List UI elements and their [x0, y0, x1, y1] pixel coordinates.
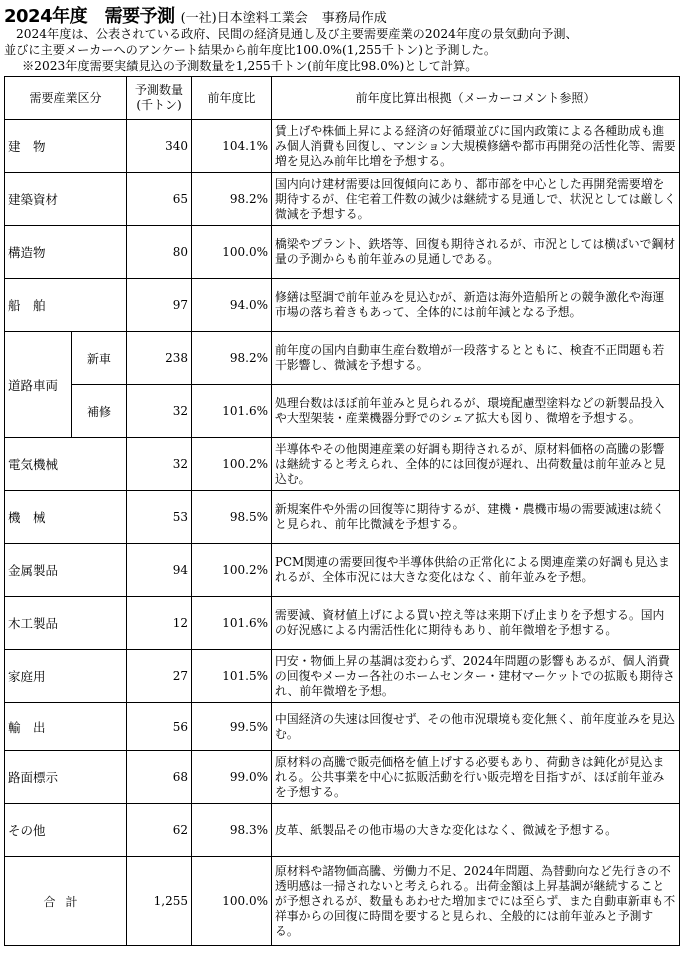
document-title: 2024年度 需要予測 — [4, 6, 175, 27]
row-quantity: 340 — [127, 120, 192, 173]
intro-text — [4, 26, 679, 74]
header-category: 需要産業区分 — [5, 77, 127, 120]
table-row — [5, 226, 680, 279]
row-quantity: 80 — [127, 226, 192, 279]
row-ratio: 100.0% — [192, 226, 272, 279]
row-category: 電気機械 — [5, 438, 127, 491]
row-category: 構造物 — [5, 226, 127, 279]
row-category-vehicle: 道路車両 — [5, 332, 72, 438]
table-row-total — [5, 857, 680, 946]
row-ratio: 94.0% — [192, 279, 272, 332]
intro-line-2: 並びに主要メーカーへのアンケート結果から前年度比100.0%(1,255千トン)と予測した。 — [4, 43, 497, 57]
header-basis: 前年度比算出根拠（メーカーコメント参照） — [272, 77, 680, 120]
row-quantity: 32 — [127, 385, 192, 438]
row-comment: 賃上げや株価上昇による経済の好循環並びに国内政策による各種助成も進み個人消費も回復し、マンション大規模修繕や都市再開発の活性化等、需要増を見込み前年比増を予想する。 — [272, 120, 680, 173]
row-quantity: 53 — [127, 491, 192, 544]
row-category: 輸 出 — [5, 703, 127, 751]
row-category: 金属製品 — [5, 544, 127, 597]
total-comment: 原材料や諸物価高騰、労働力不足、2024年問題、為替動向など先行きの不透明感は一掃されないと考えられる。出荷金額は上昇基調が継続することが予想されるが、数量もあわせた増加までには至らず、また自動車新車も不祥事からの回復に時間を要すると見られ、全般的には前年並みと予測する。 — [272, 857, 680, 946]
header-quantity — [127, 77, 192, 120]
title-line — [4, 2, 679, 26]
total-label: 合計 — [5, 857, 127, 946]
row-quantity: 62 — [127, 804, 192, 857]
row-comment: 修繕は堅調で前年並みを見込むが、新造は海外造船所との競争激化や海運市場の落ち着きもあって、全体的には前年減となる予想。 — [272, 279, 680, 332]
intro-note: ※2023年度需要実績見込の予測数量を1,255千トン(前年度比98.0%)として計算。 — [22, 59, 478, 73]
table-row — [5, 544, 680, 597]
table-row — [5, 173, 680, 226]
header-ratio: 前年度比 — [192, 77, 272, 120]
row-category: 建 物 — [5, 120, 127, 173]
row-ratio: 98.2% — [192, 173, 272, 226]
organization-name: (一社)日本塗料工業会 — [180, 11, 308, 26]
table-header-row — [5, 77, 680, 120]
table-row — [5, 703, 680, 751]
row-quantity: 97 — [127, 279, 192, 332]
row-ratio: 100.2% — [192, 544, 272, 597]
row-quantity: 56 — [127, 703, 192, 751]
row-comment: PCM関連の需要回復や半導体供給の正常化による関連産業の好調も見込まれるが、全体市況には大きな変化はなく、前年並みを予想。 — [272, 544, 680, 597]
total-ratio: 100.0% — [192, 857, 272, 946]
table-row — [5, 279, 680, 332]
row-comment: 半導体やその他関連産業の好調も期待されるが、原材料価格の高騰の影響は継続すると考えられ、全体的には回復が遅れ、出荷数量は前年並みと見込む。 — [272, 438, 680, 491]
row-ratio: 98.5% — [192, 491, 272, 544]
header-quantity-line2: (千トン) — [136, 98, 182, 112]
table-row — [5, 804, 680, 857]
row-ratio: 104.1% — [192, 120, 272, 173]
row-category: 木工製品 — [5, 597, 127, 650]
header-quantity-line1: 予測数量 — [135, 83, 184, 97]
row-ratio: 101.5% — [192, 650, 272, 703]
row-quantity: 68 — [127, 751, 192, 804]
row-ratio: 99.5% — [192, 703, 272, 751]
table-row — [5, 650, 680, 703]
author-office: 事務局作成 — [321, 11, 387, 26]
row-comment: 新規案件や外需の回復等に期待するが、建機・農機市場の需要減速は続くと見られ、前年比微減を予想する。 — [272, 491, 680, 544]
row-category: 建築資材 — [5, 173, 127, 226]
row-comment: 橋梁やプラント、鉄塔等、回復も期待されるが、市況としては横ばいで鋼材量の予測からも前年並みの見通しである。 — [272, 226, 680, 279]
row-comment: 皮革、紙製品その他市場の大きな変化はなく、微減を予想する。 — [272, 804, 680, 857]
row-comment: 原材料の高騰で販売価格を値上げする必要もあり、荷動きは鈍化が見込まれる。公共事業を中心に拡販活動を行い販売増を目指すが、ほぼ前年並みを予想する。 — [272, 751, 680, 804]
row-ratio: 100.2% — [192, 438, 272, 491]
row-quantity: 12 — [127, 597, 192, 650]
row-category: 機 械 — [5, 491, 127, 544]
row-subcategory: 新車 — [72, 332, 127, 385]
row-comment: 中国経済の失速は回復せず、その他市況環境も変化無く、前年度並みを見込む。 — [272, 703, 680, 751]
row-quantity: 94 — [127, 544, 192, 597]
row-comment: 処理台数はほぼ前年並みと見られるが、環境配慮型塗料などの新製品投入や大型架装・産業機器分野でのシェア拡大も図り、微増を予想する。 — [272, 385, 680, 438]
table-row — [5, 120, 680, 173]
row-category: その他 — [5, 804, 127, 857]
table-row-vehicle-new — [5, 332, 680, 385]
intro-line-1: 2024年度は、公表されている政府、民間の経済見通し及び主要需要産業の2024年度の景気動向予測、 — [16, 27, 578, 41]
table-row — [5, 751, 680, 804]
row-quantity: 238 — [127, 332, 192, 385]
table-row — [5, 597, 680, 650]
row-category: 家庭用 — [5, 650, 127, 703]
table-row — [5, 491, 680, 544]
row-quantity: 27 — [127, 650, 192, 703]
row-ratio: 99.0% — [192, 751, 272, 804]
row-quantity: 32 — [127, 438, 192, 491]
table-row-vehicle-repair — [5, 385, 680, 438]
row-comment: 国内向け建材需要は回復傾向にあり、都市部を中心とした再開発需要増を期待するが、住宅着工件数の減少は継続する見通しで、状況としては厳しく微減を予想する。 — [272, 173, 680, 226]
row-comment: 需要減、資材値上げによる買い控え等は来期下げ止まりを予想する。国内の好況感による内需活性化に期待もあり、前年微増を予想する。 — [272, 597, 680, 650]
forecast-table — [4, 76, 680, 946]
row-subcategory: 補修 — [72, 385, 127, 438]
row-ratio: 101.6% — [192, 385, 272, 438]
total-quantity: 1,255 — [127, 857, 192, 946]
row-ratio: 98.3% — [192, 804, 272, 857]
row-category: 船 舶 — [5, 279, 127, 332]
row-category: 路面標示 — [5, 751, 127, 804]
table-row — [5, 438, 680, 491]
row-ratio: 101.6% — [192, 597, 272, 650]
row-quantity: 65 — [127, 173, 192, 226]
row-comment: 円安・物価上昇の基調は変わらず、2024年問題の影響もあるが、個人消費の回復やメーカー各社のホームセンター・建材マーケットでの拡販も期待され、前年微増を予想。 — [272, 650, 680, 703]
row-ratio: 98.2% — [192, 332, 272, 385]
row-comment: 前年度の国内自動車生産台数増が一段落するとともに、検査不正問題も若干影響し、微減を予想する。 — [272, 332, 680, 385]
